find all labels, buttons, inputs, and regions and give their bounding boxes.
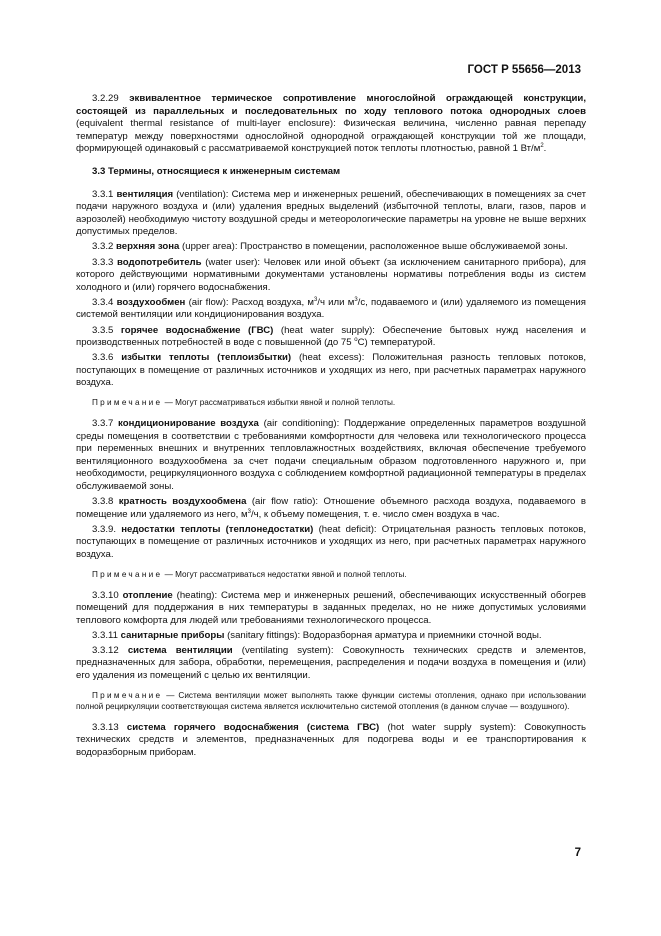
term-title: водопотребитель: [117, 256, 202, 268]
term-3-3-13: [76, 722, 586, 760]
term-definition-tail: .: [543, 143, 547, 155]
superscript: 3: [313, 296, 318, 303]
term-definition-tail: /с, подаваемого и (или) удаляемого из помещения системой вентиляции или кондиционирования воздуха.: [76, 296, 586, 321]
term-title: горячее водоснабжение (ГВС): [120, 324, 274, 336]
term-number: 3.3.6: [92, 352, 122, 364]
term-3-3-7: [76, 418, 586, 494]
term-title: санитарные приборы: [120, 629, 225, 641]
term-3-3-2: [76, 241, 586, 254]
term-definition: (sanitary fittings): Водоразборная арматура и приемники сточной воды.: [224, 629, 542, 641]
note-label: Примечание: [92, 397, 163, 407]
term-title: система вентиляции: [127, 644, 233, 656]
term-number: 3.3.12: [92, 644, 128, 656]
term-3-3-9: [76, 524, 586, 562]
term-number: 3.3.2: [92, 241, 117, 253]
term-definition-tail: /ч, к объему помещения, т. е. число смен воздуха в час.: [250, 508, 500, 520]
document-header: ГОСТ Р 55656—2013: [467, 64, 581, 76]
term-3-3-11: [76, 630, 586, 643]
term-definition: (heat deficit): Отрицательная разность тепловых потоков, поступающих в помещение от различных источников и уходящих из него, при расчетных параметрах наружного воздуха.: [76, 523, 586, 560]
term-number: 3.3.3: [92, 256, 118, 268]
term-definition: (upper area): Пространство в помещении, расположенное выше обслуживаемой зоны.: [179, 241, 568, 253]
term-3-3-8: [76, 496, 586, 521]
term-number: 3.3.10: [92, 589, 123, 601]
note-label: Примечание: [92, 690, 163, 700]
note-text: — Система вентиляции может выполнять также функции системы отопления, однако при использовании полной рециркуляции соответствующая система является исключительно системой отопления (в данном случае — воздушного).: [76, 690, 586, 711]
term-definition: (heat excess): Положительная разность тепловых потоков, поступающих в помещение от различных источников и уходящих из него, при расчетных параметрах наружного воздуха.: [76, 352, 586, 389]
term-number: 3.3.13: [92, 721, 127, 733]
term-number: 3.3.8: [92, 496, 119, 508]
term-title: кондиционирование воздуха: [118, 417, 259, 429]
term-definition: (air flow): Расход воздуха, м: [185, 296, 314, 308]
term-definition-tail: С) температурой.: [357, 337, 436, 349]
term-3-3-12: [76, 645, 586, 683]
term-title: эквивалентное термическое сопротивление многослойной ограждающей конструкции, состоящей из параллельных и последовательных по ходу теплового потока однородных слоев: [76, 93, 586, 117]
term-title: недостатки теплоты (теплонедостатки): [121, 523, 314, 535]
note-label: Примечание: [92, 569, 163, 579]
term-3-3-3: [76, 257, 586, 295]
term-number: 3.3.1: [92, 188, 117, 200]
term-title: верхняя зона: [116, 241, 180, 253]
term-definition: (water user): Человек или иной объект (за исключением санитарного прибора), для которого действующими нормативными документами установлены нормативы потребления воды из систем холодного и (или) горячего водоснабжения.: [76, 256, 586, 293]
term-definition: (ventilating system): Совокупность технических средств и элементов, предназначенных для забора, обработки, перемещения, распределения и подачи воздуха в помещения и (или) его удаления из помещений с целью их вентиляции.: [76, 644, 586, 682]
term-title: воздухообмен: [116, 296, 186, 308]
term-definition: (hot water supply system): Совокупность технических средств и элементов, предназначенных для подогрева воды и ее транспортирования к водоразборным приборам.: [76, 721, 586, 758]
term-3-3-10: [76, 590, 586, 628]
term-title: вентиляция: [116, 188, 174, 200]
superscript: 2: [540, 143, 544, 150]
note-2: [76, 569, 586, 580]
term-definition-mid: /ч или м: [317, 296, 355, 308]
term-definition: (heating): Система мер и инженерных решений, обеспечивающих искусственный обогрев помещений для поддержания в них температуры в заданных пределах, но не ниже допустимых условиями теплового комфорта для людей или требованиями технологического процесса.: [76, 589, 586, 626]
superscript: 3: [354, 296, 358, 303]
term-number: 3.3.4: [92, 296, 117, 308]
term-3-3-6: [76, 352, 586, 390]
term-definition: (ventilation): Система мер и инженерных решений, обеспечивающих в помещениях за счет подачи наружного воздуха и (или) удаления вредных выделений (избыточной теплоты, влаги, газов, паров и аэрозолей) необходимую чистоту воздушной среды и метеорологические параметры на уровне не выше верхних допустимых пределов.: [76, 188, 586, 238]
note-text: — Могут рассматриваться недостатки явной и полной теплоты.: [162, 569, 407, 579]
page-number: 7: [574, 847, 581, 859]
term-definition: (air conditioning): Поддержание определенных параметров воздушной среды помещения в соответствии с требованиями комфортности для человека или технологического процесса при переменных внешних и внутренних тепловлажностных воздействиях, включая обеспечение требуемого вентиляционного воздухообмена за счет подачи специальным образом подготовленного наружного и, при необходимости, рециркуляционного воздуха с соблюдением комфортной радиационной температуры в пределах обслуживаемой зоны.: [76, 417, 586, 492]
note-1: [76, 397, 586, 408]
term-number: 3.2.29: [92, 93, 130, 104]
term-3-2-29: [76, 93, 586, 156]
term-definition: (air flow ratio): Отношение объемного расхода воздуха, подаваемого в помещение или удаляемого из него, м: [76, 496, 586, 520]
term-definition: (heat water supply): Обеспечение бытовых нужд населения и производственных потребностей в воде с повышенной (до 75: [76, 324, 586, 349]
term-3-3-5: [76, 325, 586, 350]
section-heading: 3.3 Термины, относящиеся к инженерным системам: [92, 165, 341, 177]
note-3: [76, 690, 586, 712]
term-number: 3.3.11: [92, 629, 121, 641]
term-title: отопление: [122, 589, 173, 601]
term-3-3-4: [76, 297, 586, 322]
superscript: 3: [247, 508, 251, 515]
term-title: избытки теплоты (теплоизбытки): [121, 352, 292, 364]
note-text: — Могут рассматриваться избытки явной и полной теплоты.: [162, 397, 396, 407]
term-number: 3.3.5: [92, 324, 121, 336]
superscript: о: [354, 336, 358, 343]
term-title: система горячего водоснабжения (система ГВС): [126, 721, 380, 733]
term-title: кратность воздухообмена: [118, 496, 247, 508]
document-body: [76, 93, 586, 762]
term-3-3-1: [76, 189, 586, 239]
term-number: 3.3.9.: [92, 523, 122, 535]
term-number: 3.3.7: [92, 417, 119, 429]
term-definition: (equivalent thermal resistance of multi-layer enclosure): Физическая величина, численно равная перепаду температур между поверхностями однослойной однородной ограждающей конструкции той же площади, формирующей одинаковый с рассматриваемой конструкцией поток теплоты плотностью, равной 1 Вт/м: [76, 118, 586, 155]
